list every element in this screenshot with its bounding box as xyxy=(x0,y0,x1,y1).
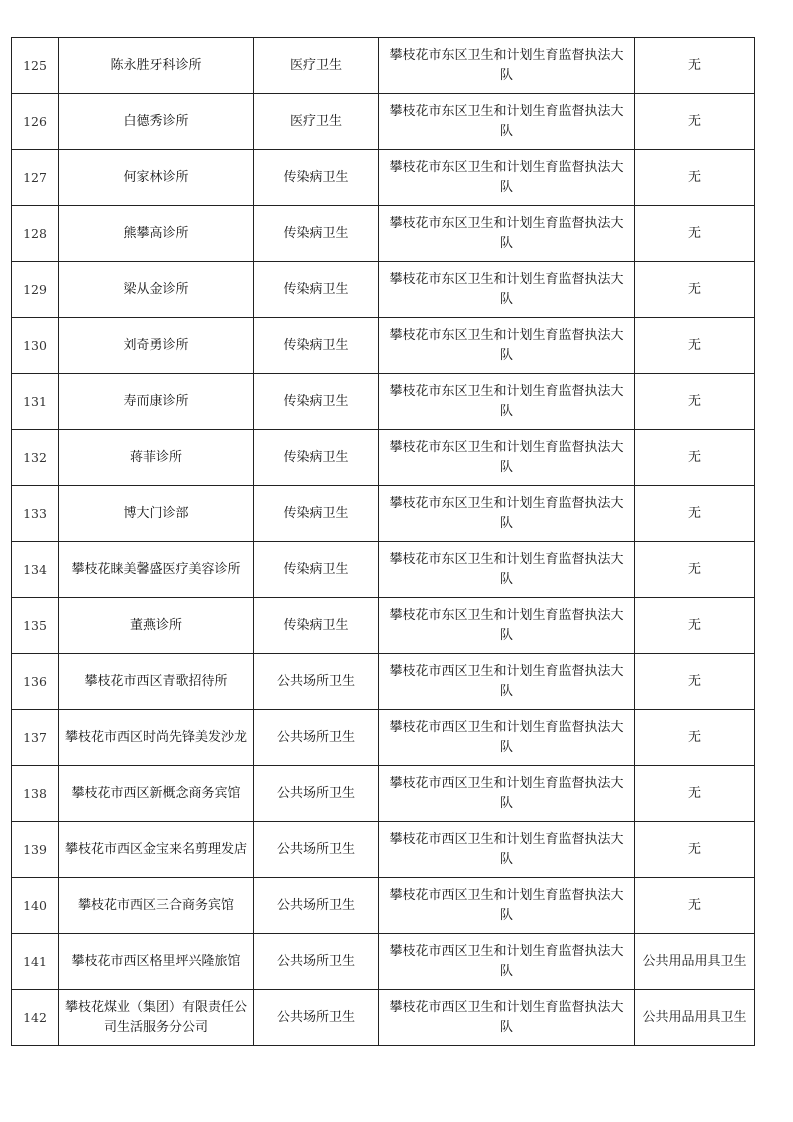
table-row xyxy=(12,934,755,990)
violation-result-cell: 无 xyxy=(635,822,755,878)
violation-result-cell: 无 xyxy=(635,654,755,710)
inspecting-unit-cell: 攀枝花市东区卫生和计划生育监督执法大队 xyxy=(379,94,635,150)
row-number-cell: 126 xyxy=(12,94,59,150)
table-row xyxy=(12,430,755,486)
row-number-cell: 131 xyxy=(12,374,59,430)
inspecting-unit-cell: 攀枝花市东区卫生和计划生育监督执法大队 xyxy=(379,430,635,486)
entity-name-cell: 梁从金诊所 xyxy=(59,262,254,318)
inspection-category-cell: 传染病卫生 xyxy=(254,542,379,598)
inspection-category-cell: 公共场所卫生 xyxy=(254,710,379,766)
entity-name-cell: 攀枝花睐美馨盛医疗美容诊所 xyxy=(59,542,254,598)
table-row xyxy=(12,598,755,654)
table-row xyxy=(12,206,755,262)
entity-name-cell: 攀枝花市西区三合商务宾馆 xyxy=(59,878,254,934)
violation-result-cell: 无 xyxy=(635,710,755,766)
entity-name-cell: 董燕诊所 xyxy=(59,598,254,654)
entity-name-cell: 陈永胜牙科诊所 xyxy=(59,38,254,94)
row-number-cell: 139 xyxy=(12,822,59,878)
table-row xyxy=(12,878,755,934)
entity-name-cell: 攀枝花市西区格里坪兴隆旅馆 xyxy=(59,934,254,990)
inspecting-unit-cell: 攀枝花市西区卫生和计划生育监督执法大队 xyxy=(379,990,635,1046)
inspection-category-cell: 公共场所卫生 xyxy=(254,990,379,1046)
entity-name-cell: 攀枝花市西区青歌招待所 xyxy=(59,654,254,710)
table-row xyxy=(12,150,755,206)
violation-result-cell: 无 xyxy=(635,38,755,94)
entity-name-cell: 攀枝花市西区时尚先锋美发沙龙 xyxy=(59,710,254,766)
entity-name-cell: 攀枝花市西区新概念商务宾馆 xyxy=(59,766,254,822)
violation-result-cell: 无 xyxy=(635,766,755,822)
row-number-cell: 138 xyxy=(12,766,59,822)
inspecting-unit-cell: 攀枝花市东区卫生和计划生育监督执法大队 xyxy=(379,38,635,94)
table-row xyxy=(12,822,755,878)
inspecting-unit-cell: 攀枝花市西区卫生和计划生育监督执法大队 xyxy=(379,878,635,934)
row-number-cell: 129 xyxy=(12,262,59,318)
entity-name-cell: 熊攀高诊所 xyxy=(59,206,254,262)
entity-name-cell: 白德秀诊所 xyxy=(59,94,254,150)
inspecting-unit-cell: 攀枝花市东区卫生和计划生育监督执法大队 xyxy=(379,542,635,598)
inspection-category-cell: 医疗卫生 xyxy=(254,38,379,94)
row-number-cell: 127 xyxy=(12,150,59,206)
table-row xyxy=(12,654,755,710)
inspection-category-cell: 传染病卫生 xyxy=(254,318,379,374)
violation-result-cell: 无 xyxy=(635,542,755,598)
inspecting-unit-cell: 攀枝花市东区卫生和计划生育监督执法大队 xyxy=(379,150,635,206)
row-number-cell: 140 xyxy=(12,878,59,934)
row-number-cell: 133 xyxy=(12,486,59,542)
row-number-cell: 142 xyxy=(12,990,59,1046)
entity-name-cell: 攀枝花煤业（集团）有限责任公司生活服务分公司 xyxy=(59,990,254,1046)
table-row xyxy=(12,710,755,766)
violation-result-cell: 无 xyxy=(635,374,755,430)
entity-name-cell: 博大门诊部 xyxy=(59,486,254,542)
inspection-category-cell: 传染病卫生 xyxy=(254,486,379,542)
table-row xyxy=(12,318,755,374)
violation-result-cell: 公共用品用具卫生 xyxy=(635,990,755,1046)
row-number-cell: 132 xyxy=(12,430,59,486)
table-row xyxy=(12,990,755,1046)
inspecting-unit-cell: 攀枝花市西区卫生和计划生育监督执法大队 xyxy=(379,766,635,822)
inspecting-unit-cell: 攀枝花市东区卫生和计划生育监督执法大队 xyxy=(379,262,635,318)
violation-result-cell: 无 xyxy=(635,206,755,262)
violation-result-cell: 无 xyxy=(635,878,755,934)
table-row xyxy=(12,94,755,150)
inspection-category-cell: 传染病卫生 xyxy=(254,430,379,486)
table-row xyxy=(12,374,755,430)
inspecting-unit-cell: 攀枝花市西区卫生和计划生育监督执法大队 xyxy=(379,934,635,990)
table-row xyxy=(12,262,755,318)
entity-name-cell: 蒋菲诊所 xyxy=(59,430,254,486)
entity-name-cell: 何家林诊所 xyxy=(59,150,254,206)
inspecting-unit-cell: 攀枝花市东区卫生和计划生育监督执法大队 xyxy=(379,486,635,542)
inspecting-unit-cell: 攀枝花市东区卫生和计划生育监督执法大队 xyxy=(379,318,635,374)
table-row xyxy=(12,766,755,822)
row-number-cell: 136 xyxy=(12,654,59,710)
violation-result-cell: 无 xyxy=(635,94,755,150)
violation-result-cell: 无 xyxy=(635,262,755,318)
inspection-category-cell: 医疗卫生 xyxy=(254,94,379,150)
inspection-category-cell: 公共场所卫生 xyxy=(254,766,379,822)
inspecting-unit-cell: 攀枝花市西区卫生和计划生育监督执法大队 xyxy=(379,710,635,766)
inspection-category-cell: 传染病卫生 xyxy=(254,150,379,206)
row-number-cell: 141 xyxy=(12,934,59,990)
violation-result-cell: 公共用品用具卫生 xyxy=(635,934,755,990)
violation-result-cell: 无 xyxy=(635,430,755,486)
inspection-category-cell: 传染病卫生 xyxy=(254,206,379,262)
row-number-cell: 125 xyxy=(12,38,59,94)
inspection-category-cell: 公共场所卫生 xyxy=(254,878,379,934)
table-row xyxy=(12,486,755,542)
table-body xyxy=(12,38,755,1046)
inspecting-unit-cell: 攀枝花市东区卫生和计划生育监督执法大队 xyxy=(379,206,635,262)
violation-result-cell: 无 xyxy=(635,486,755,542)
inspecting-unit-cell: 攀枝花市西区卫生和计划生育监督执法大队 xyxy=(379,822,635,878)
inspecting-unit-cell: 攀枝花市东区卫生和计划生育监督执法大队 xyxy=(379,374,635,430)
inspection-table xyxy=(11,37,755,1046)
inspection-category-cell: 公共场所卫生 xyxy=(254,822,379,878)
inspecting-unit-cell: 攀枝花市东区卫生和计划生育监督执法大队 xyxy=(379,598,635,654)
inspection-category-cell: 传染病卫生 xyxy=(254,374,379,430)
inspection-category-cell: 公共场所卫生 xyxy=(254,934,379,990)
table-row xyxy=(12,38,755,94)
row-number-cell: 135 xyxy=(12,598,59,654)
inspecting-unit-cell: 攀枝花市西区卫生和计划生育监督执法大队 xyxy=(379,654,635,710)
entity-name-cell: 攀枝花市西区金宝来名剪理发店 xyxy=(59,822,254,878)
row-number-cell: 130 xyxy=(12,318,59,374)
violation-result-cell: 无 xyxy=(635,318,755,374)
violation-result-cell: 无 xyxy=(635,150,755,206)
row-number-cell: 128 xyxy=(12,206,59,262)
row-number-cell: 137 xyxy=(12,710,59,766)
violation-result-cell: 无 xyxy=(635,598,755,654)
inspection-category-cell: 传染病卫生 xyxy=(254,598,379,654)
entity-name-cell: 寿而康诊所 xyxy=(59,374,254,430)
inspection-category-cell: 公共场所卫生 xyxy=(254,654,379,710)
entity-name-cell: 刘奇勇诊所 xyxy=(59,318,254,374)
inspection-category-cell: 传染病卫生 xyxy=(254,262,379,318)
table-row xyxy=(12,542,755,598)
row-number-cell: 134 xyxy=(12,542,59,598)
